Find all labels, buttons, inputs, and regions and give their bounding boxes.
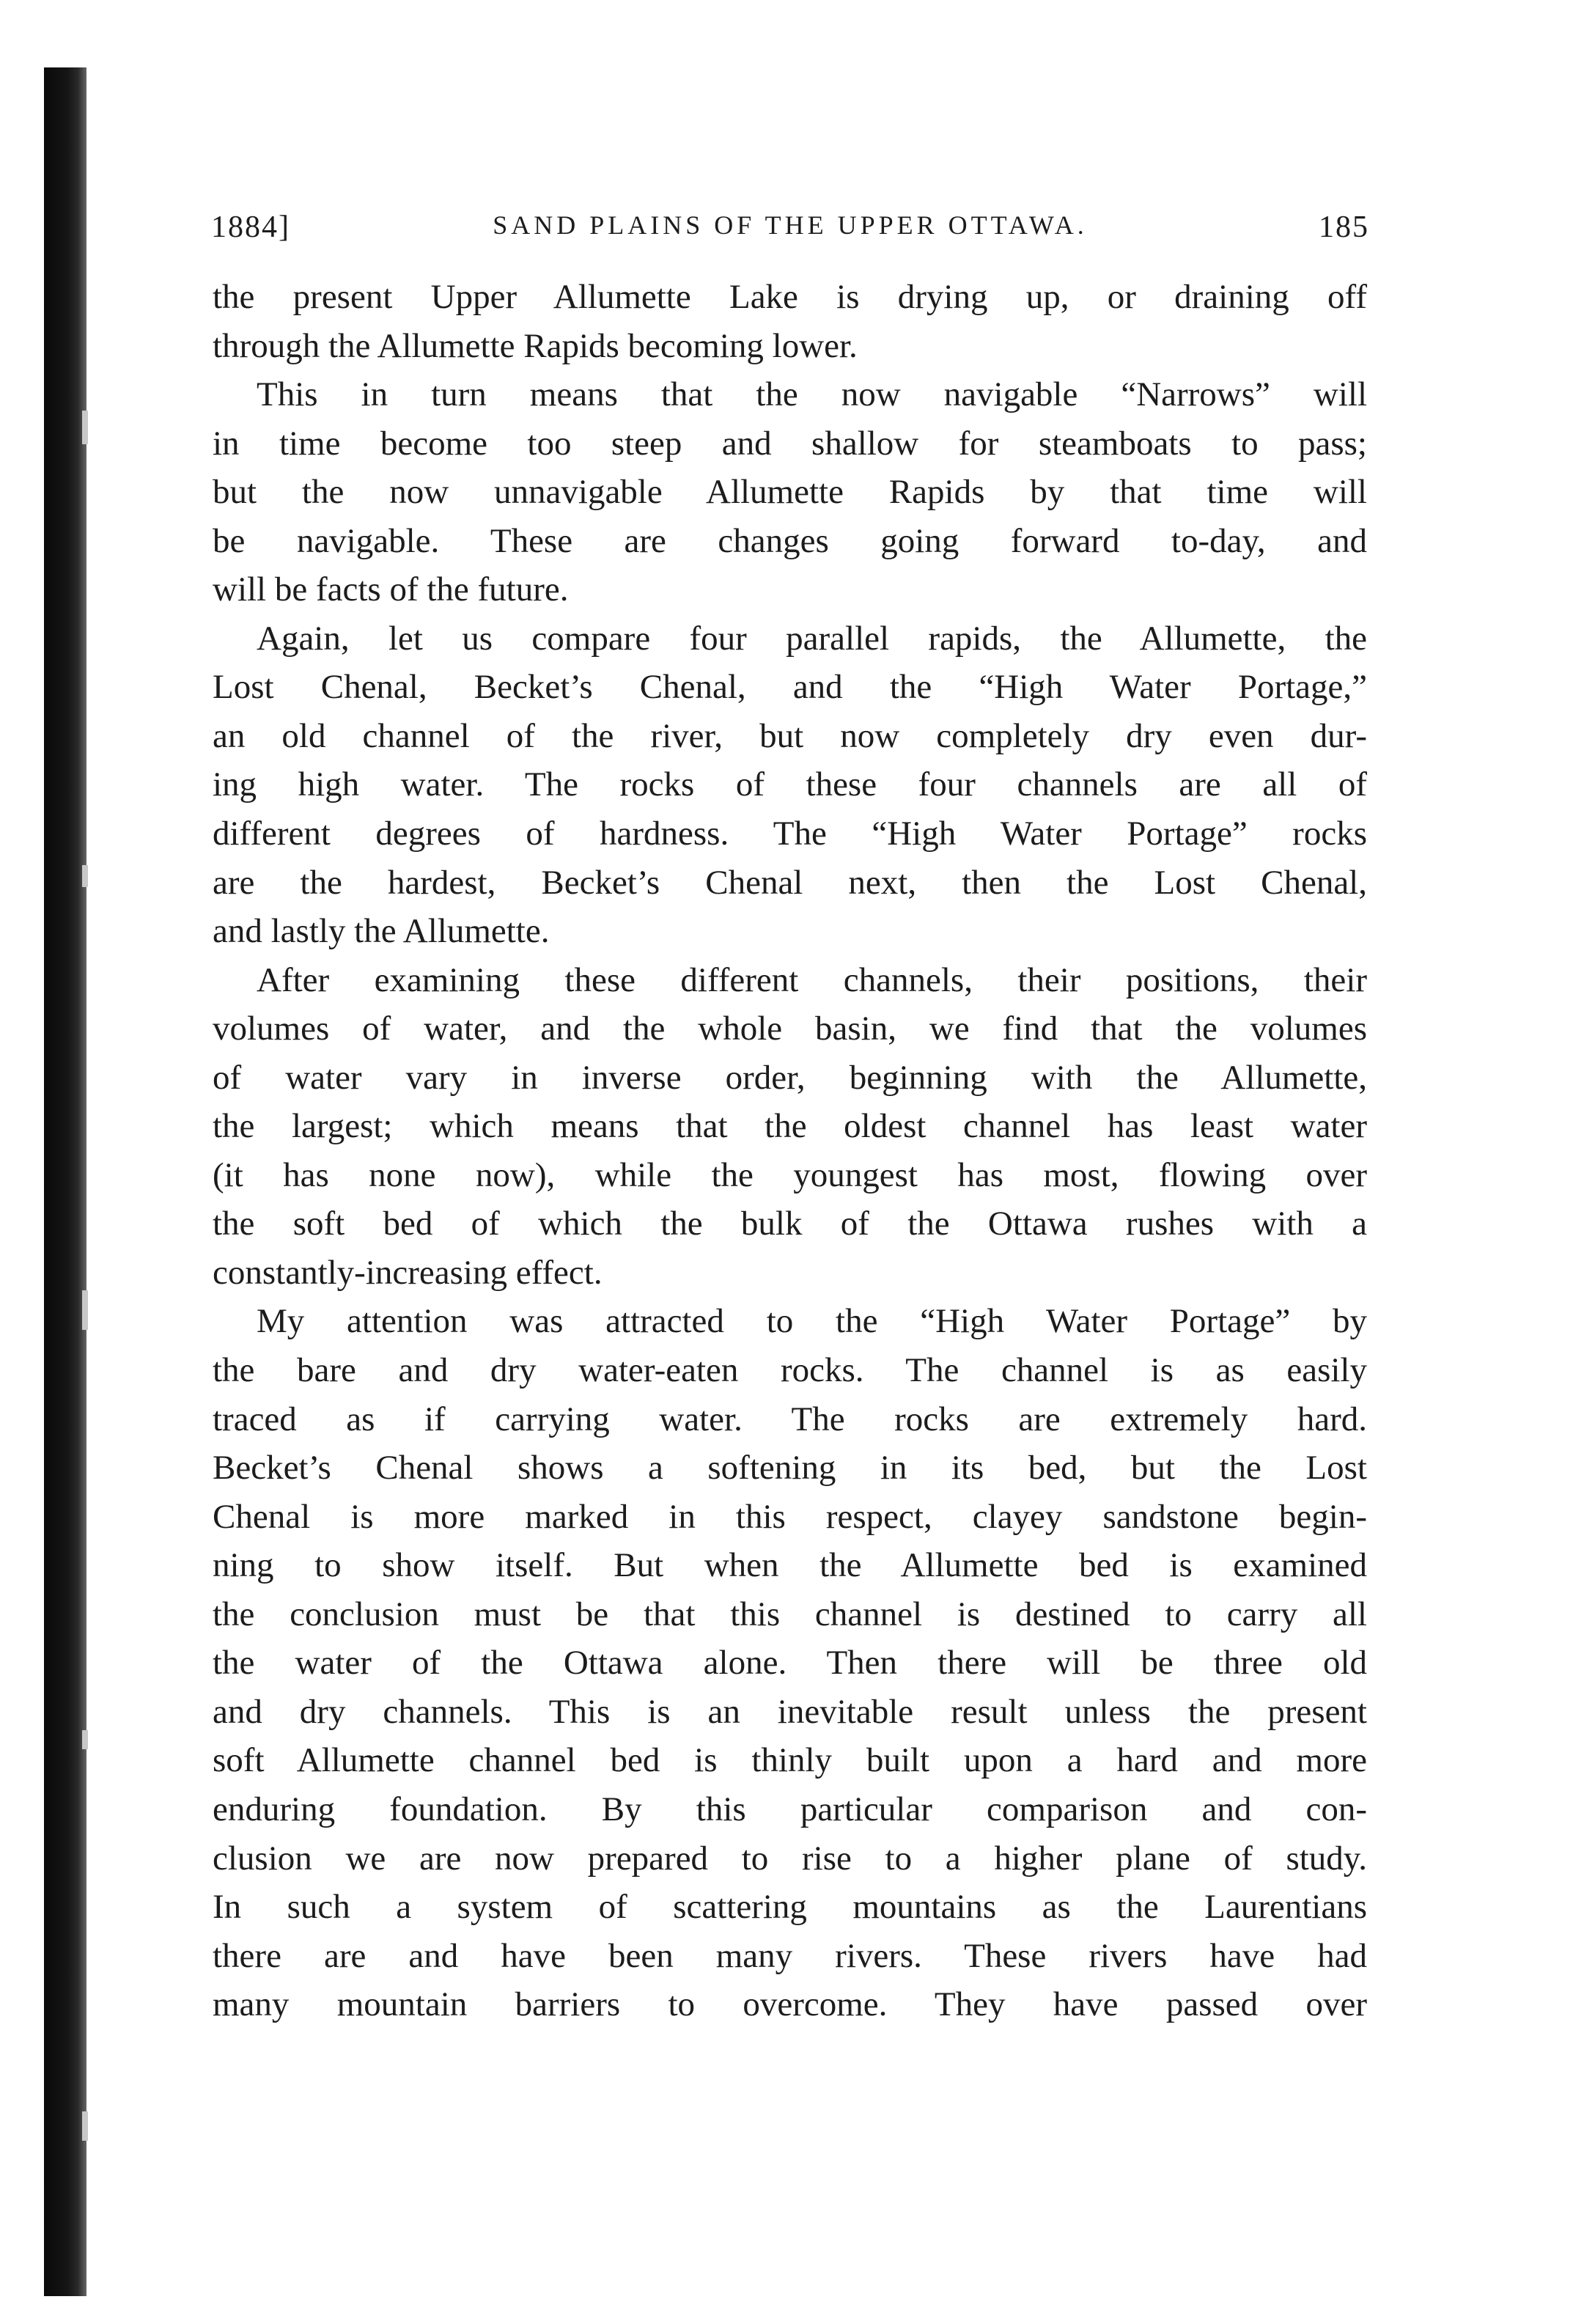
running-head-title: SAND PLAINS OF THE UPPER OTTAWA. xyxy=(493,210,1088,240)
text-line: different degrees of hardness. The “High Water Portage” rocks xyxy=(213,814,1367,853)
text-line: ing high water. The rocks of these four channels are all of xyxy=(213,765,1367,804)
text-line: Lost Chenal, Becket’s Chenal, and the “High Water Portage,” xyxy=(213,668,1367,707)
body-text xyxy=(213,273,1367,2029)
text-line: Becket’s Chenal shows a softening in its bed, but the Lost xyxy=(213,1449,1367,1488)
text-line: but the now unnavigable Allumette Rapids by that time will xyxy=(213,473,1367,512)
text-line: Again, let us compare four parallel rapids, the Allumette, the xyxy=(257,619,1367,658)
text-line: constantly-increasing effect. xyxy=(213,1253,603,1292)
text-line: are the hardest, Becket’s Chenal next, then the Lost Chenal, xyxy=(213,863,1367,902)
text-line: the soft bed of which the bulk of the Ottawa rushes with a xyxy=(213,1205,1367,1243)
text-line: of water vary in inverse order, beginning with the Allumette, xyxy=(213,1058,1367,1097)
text-line: My attention was attracted to the “High Water Portage” by xyxy=(257,1302,1367,1341)
running-head-year: 1884] xyxy=(211,210,290,244)
text-line: be navigable. These are changes going forward to-day, and xyxy=(213,521,1367,560)
text-line: in time become too steep and shallow for steamboats to pass; xyxy=(213,424,1367,463)
text-line: there are and have been many rivers. These rivers have had xyxy=(213,1936,1367,1975)
binding-speck xyxy=(82,865,88,887)
text-line: and dry channels. This is an inevitable result unless the present xyxy=(213,1692,1367,1731)
binding-speck xyxy=(82,1290,88,1330)
text-line: volumes of water, and the whole basin, we find that the volumes xyxy=(213,1010,1367,1048)
text-line: ning to show itself. But when the Allumette bed is examined xyxy=(213,1546,1367,1585)
text-line: Chenal is more marked in this respect, clayey sandstone begin- xyxy=(213,1497,1367,1536)
page-binding-edge xyxy=(44,67,86,2296)
text-line: After examining these different channels, their positions, their xyxy=(257,960,1367,999)
text-line: (it has none now), while the youngest has most, flowing over xyxy=(213,1155,1367,1194)
text-line: the conclusion must be that this channel is destined to carry all xyxy=(213,1595,1367,1633)
text-line: many mountain barriers to overcome. They have passed over xyxy=(213,1985,1367,2024)
text-line: the present Upper Allumette Lake is drying up, or draining off xyxy=(213,278,1367,316)
text-line: enduring foundation. By this particular comparison and con- xyxy=(213,1790,1367,1828)
text-line: will be facts of the future. xyxy=(213,570,569,609)
text-line: an old channel of the river, but now completely dry even dur- xyxy=(213,716,1367,755)
binding-speck xyxy=(82,1730,88,1749)
text-line: the bare and dry water-eaten rocks. The channel is as easily xyxy=(213,1351,1367,1390)
text-line: In such a system of scattering mountains as the Laurentians xyxy=(213,1888,1367,1927)
binding-speck xyxy=(82,2111,88,2141)
text-line: through the Allumette Rapids becoming lower. xyxy=(213,326,858,365)
text-line: This in turn means that the now navigable “Narrows” will xyxy=(257,375,1367,414)
text-line: the largest; which means that the oldest channel has least water xyxy=(213,1107,1367,1146)
running-head xyxy=(211,210,1369,254)
text-line: traced as if carrying water. The rocks are extremely hard. xyxy=(213,1400,1367,1438)
text-line: the water of the Ottawa alone. Then there will be three old xyxy=(213,1644,1367,1683)
text-line: clusion we are now prepared to rise to a higher plane of study. xyxy=(213,1839,1367,1878)
page-number: 185 xyxy=(1319,210,1369,244)
text-line: and lastly the Allumette. xyxy=(213,912,550,951)
text-line: soft Allumette channel bed is thinly built upon a hard and more xyxy=(213,1741,1367,1780)
binding-speck xyxy=(82,411,88,444)
